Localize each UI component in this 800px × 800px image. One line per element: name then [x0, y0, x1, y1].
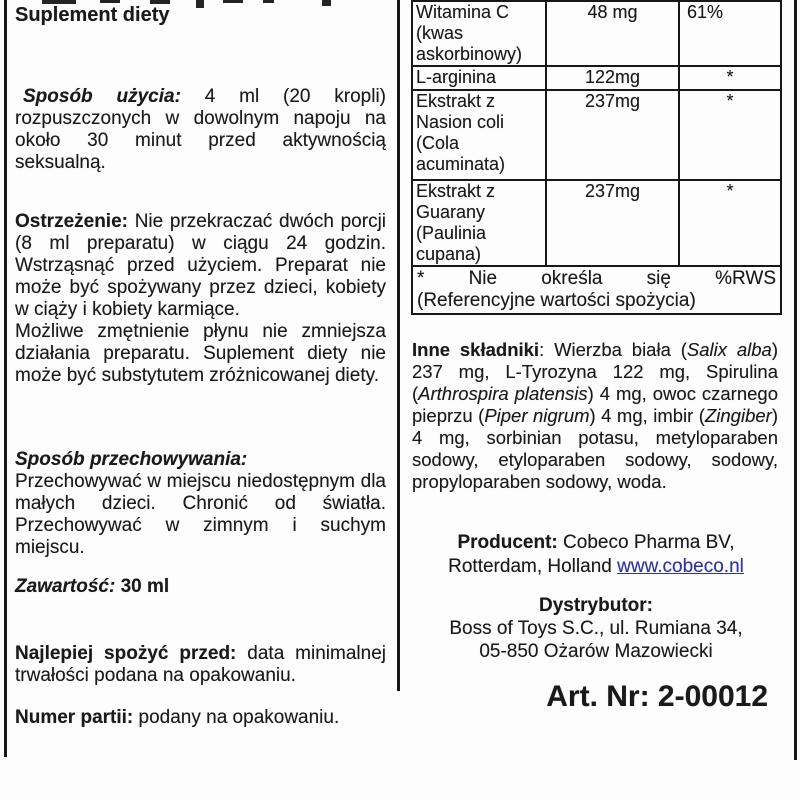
producer-name: Cobeco Pharma BV, [563, 532, 735, 553]
article-number: Art. Nr: 2-00012 [546, 680, 768, 713]
batch-number-label: Numer partii: [15, 707, 134, 728]
producer-link[interactable]: www.cobeco.nl [617, 556, 744, 577]
warning-part1 [15, 211, 386, 321]
warning-part2: Możliwe zmętnienie płynu nie zmniejsza działania preparatu. Suplement diety nie może być substytutem zróżnicowanej diety. [15, 321, 386, 386]
content-volume-label: Zawartość: [15, 576, 116, 597]
amount-cell: 48 mg [546, 1, 679, 66]
ingredient-name-cell: Ekstrakt z Nasion coli (Cola acuminata) [412, 90, 546, 180]
rws-cell: * [679, 66, 781, 90]
other-ingredients-paragraph: Inne składniki: Wierzba biała (Salix alba) 237 mg, L-Tyrozyna 122 mg, Spirulina (Arthrospira platensis) 4 mg, owoc czarnego pieprzu (Piper nigrum) 4 mg, imbir (Zingiber) 4 mg, sorbinian potasu, metyloparaben sodowy, etyloparaben sodowy, sodowy, propyloparaben sodowy, woda. [412, 339, 778, 492]
ingredient-name-cell: Ekstrakt z Guarany (Paulinia cupana) [412, 180, 546, 266]
usage-paragraph [15, 86, 386, 174]
producer-block [412, 531, 780, 579]
distributor-line1: Boss of Toys S.C., ul. Rumiana 34, [449, 618, 743, 639]
ingredient-name-cell: Witamina C (kwas askorbinowy) [412, 1, 546, 66]
best-before-text: data minimalnej trwałości podana na opakowaniu. [15, 643, 386, 686]
table-row [412, 1, 781, 66]
page-right-border [794, 0, 797, 760]
rws-cell: 61% [679, 1, 781, 66]
usage-label: Sposób użycia: [23, 86, 181, 107]
table-row [412, 90, 781, 180]
warning-label: Ostrzeżenie: [15, 211, 128, 232]
table-footnote-row [412, 266, 781, 314]
batch-number-text: podany na opakowaniu. [138, 707, 340, 728]
footnote-line2: (Referencyjne wartości spożycia) [417, 290, 696, 311]
footnote-line1: * Nie określa się %RWS [417, 268, 776, 289]
storage-paragraph [15, 449, 386, 559]
table-row [412, 66, 781, 90]
warning-text: Nie przekraczać dwóch porcji (8 ml preparatu) w ciągu 24 godzin. Wstrząsnąć przed użyciem. Preparat nie może być spożywany przez dzieci, kobiety w ciąży i kobiety karmiące. [15, 211, 387, 320]
distributor-line2: 05-850 Ożarów Mazowiecki [479, 641, 713, 662]
amount-cell: 237mg [546, 90, 679, 180]
batch-number [15, 707, 386, 729]
nutrition-table [411, 0, 782, 315]
content-volume-value: 30 ml [120, 576, 170, 597]
usage-text: 4 ml (20 kropli) rozpuszczonych w dowolnym napoju na około 30 minut przed aktywnością seksualną. [15, 86, 386, 173]
table-row [412, 180, 781, 266]
amount-cell: 237mg [546, 180, 679, 266]
page-left-border [4, 0, 7, 757]
storage-text: Przechowywać w miejscu niedostępnym dla małych dzieci. Chronić od światła. Przechowywać w zimnym i suchym miejscu. [15, 471, 386, 558]
best-before-label: Najlepiej spożyć przed: [15, 643, 237, 664]
rws-cell: * [679, 180, 781, 266]
distributor-block [412, 594, 780, 663]
amount-cell: 122mg [546, 66, 679, 90]
table-footnote-cell [412, 266, 781, 314]
storage-label: Sposób przechowywania: [15, 449, 248, 470]
warning-paragraph [15, 211, 386, 387]
ingredient-name-cell: L-arginina [412, 66, 546, 90]
producer-address: Rotterdam, Holland [448, 556, 612, 577]
best-before [15, 643, 386, 687]
content-volume [15, 576, 386, 598]
distributor-label: Dystrybutor: [538, 595, 653, 616]
subtitle: Suplement diety [15, 4, 170, 26]
producer-label: Producent: [457, 532, 558, 553]
rws-cell: * [679, 90, 781, 180]
column-divider [397, 0, 400, 691]
